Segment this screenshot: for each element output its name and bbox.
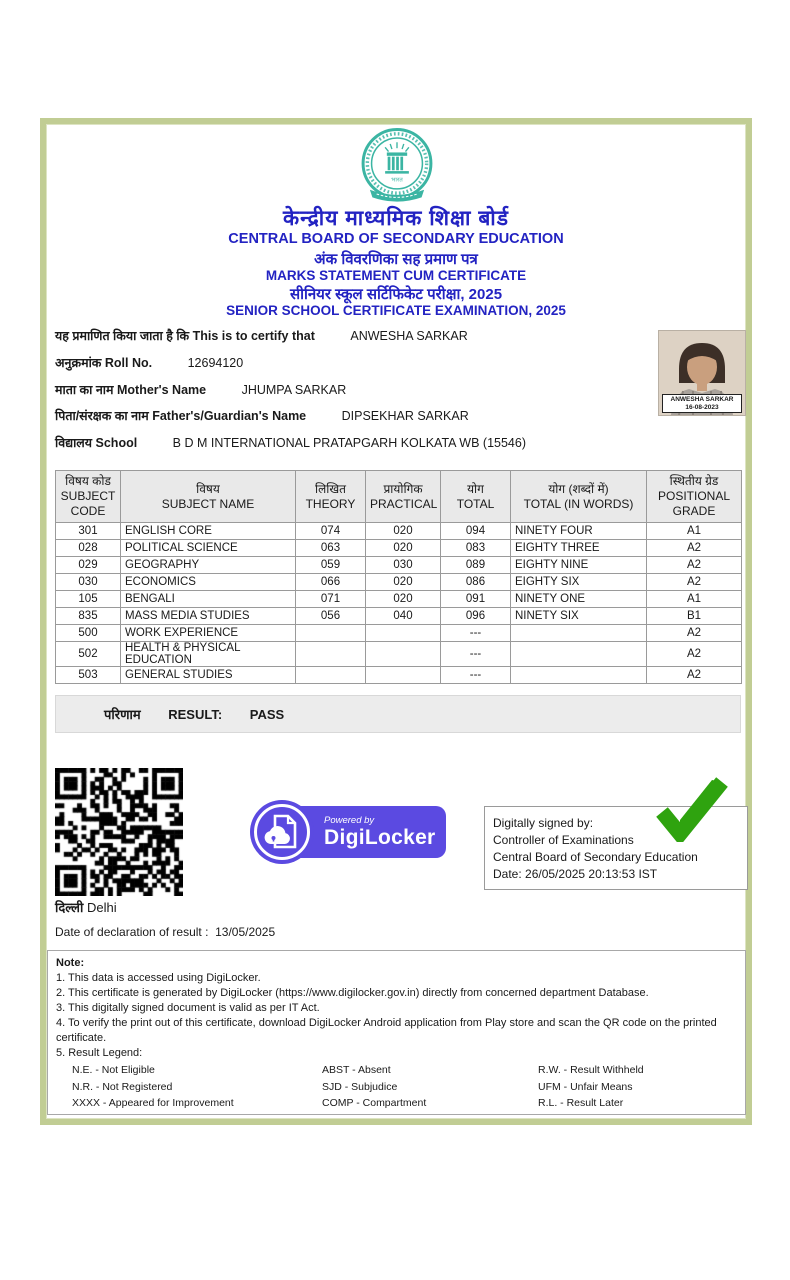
student-details	[55, 327, 645, 461]
cell-theory	[296, 642, 366, 667]
cell-words: NINETY SIX	[511, 608, 647, 625]
note-item-1: 1. This data is accessed using DigiLocker.	[56, 972, 261, 984]
exam-title-english: SENIOR SCHOOL CERTIFICATE EXAMINATION, 2025	[226, 303, 566, 318]
cell-total: ---	[441, 625, 511, 642]
cell-grade: A2	[647, 642, 742, 667]
cell-grade: A1	[647, 591, 742, 608]
result-label-en: RESULT:	[168, 707, 223, 722]
mother-label-hi: माता का नाम	[55, 382, 114, 397]
table-row	[56, 591, 742, 608]
cell-grade: A2	[647, 574, 742, 591]
cell-total: 096	[441, 608, 511, 625]
photo-caption-date: 16-08-2023	[685, 403, 719, 411]
cell-grade: A1	[647, 523, 742, 540]
cell-practical	[366, 667, 441, 684]
signature-line3: Central Board of Secondary Education	[493, 850, 698, 864]
roll-label-en: Roll No.	[104, 355, 153, 370]
cell-name: ENGLISH CORE	[121, 523, 296, 540]
father-line	[55, 407, 645, 434]
cell-total: ---	[441, 667, 511, 684]
table-row	[56, 523, 742, 540]
cell-name: POLITICAL SCIENCE	[121, 540, 296, 557]
certify-label-en: This is to certify that	[192, 329, 315, 343]
father-name: DIPSEKHAR SARKAR	[341, 409, 469, 424]
cell-code: 105	[56, 591, 121, 608]
cell-words	[511, 667, 647, 684]
result-strip	[55, 695, 741, 733]
cell-total: 086	[441, 574, 511, 591]
cell-practical: 020	[366, 523, 441, 540]
legend-item: R.L. - Result Later	[538, 1097, 624, 1109]
roll-number: 12694120	[187, 355, 244, 370]
father-label-hi: पिता/संरक्षक का नाम	[55, 409, 149, 424]
roll-label-hi: अनुक्रमांक	[55, 355, 102, 370]
table-row	[56, 557, 742, 574]
signature-line2: Controller of Examinations	[493, 833, 634, 847]
cbse-logo	[354, 127, 440, 205]
col-header-practical: प्रायोगिक PRACTICAL	[366, 471, 441, 523]
logo-motto-text: भारत	[391, 177, 403, 184]
photo-caption	[662, 394, 742, 413]
cell-name: GEOGRAPHY	[121, 557, 296, 574]
cell-grade: A2	[647, 625, 742, 642]
cell-total: ---	[441, 642, 511, 667]
school-label-en: School	[95, 436, 138, 451]
cell-words: NINETY FOUR	[511, 523, 647, 540]
place-line	[55, 898, 117, 916]
table-row	[56, 540, 742, 557]
cell-name: WORK EXPERIENCE	[121, 625, 296, 642]
table-row	[56, 642, 742, 667]
cell-code: 030	[56, 574, 121, 591]
table-row	[56, 574, 742, 591]
marks-table	[55, 470, 742, 684]
cell-code: 835	[56, 608, 121, 625]
mother-name: JHUMPA SARKAR	[241, 382, 347, 397]
green-check-icon	[652, 776, 730, 842]
place-en: Delhi	[86, 900, 117, 915]
digilocker-icon	[250, 800, 314, 864]
legend-item: UFM - Unfair Means	[538, 1080, 633, 1093]
digilocker-badge	[250, 800, 446, 864]
cell-words	[511, 625, 647, 642]
cell-words: EIGHTY SIX	[511, 574, 647, 591]
cell-practical: 040	[366, 608, 441, 625]
table-header-row	[56, 471, 742, 523]
cell-theory	[296, 667, 366, 684]
signature-date: Date: 26/05/2025 20:13:53 IST	[493, 867, 658, 881]
mother-line	[55, 381, 645, 408]
father-label-en: Father's/Guardian's Name	[152, 409, 307, 424]
cell-name: HEALTH & PHYSICAL EDUCATION	[121, 642, 296, 667]
col-header-subject-code: विषय कोड SUBJECT CODE	[56, 471, 121, 523]
col-header-total: योग TOTAL	[441, 471, 511, 523]
cell-code: 028	[56, 540, 121, 557]
cell-theory: 063	[296, 540, 366, 557]
doc-title-hindi: अंक विवरणिका सह प्रमाण पत्र	[314, 251, 478, 268]
legend-item: XXXX - Appeared for Improvement	[72, 1097, 234, 1109]
legend-item: SJD - Subjudice	[322, 1080, 398, 1093]
powered-by-label: Powered by	[324, 814, 375, 826]
cell-code: 502	[56, 642, 121, 667]
legend-item: ABST - Absent	[322, 1064, 391, 1076]
cell-practical	[366, 642, 441, 667]
cell-words: EIGHTY THREE	[511, 540, 647, 557]
photo-caption-name: ANWESHA SARKAR	[670, 396, 734, 403]
legend-item: N.E. - Not Eligible	[72, 1064, 155, 1076]
school-name: B D M INTERNATIONAL PRATAPGARH KOLKATA WB (15546)	[172, 436, 526, 451]
table-row	[56, 667, 742, 684]
cell-total: 091	[441, 591, 511, 608]
cell-total: 089	[441, 557, 511, 574]
cell-theory: 071	[296, 591, 366, 608]
cell-practical: 030	[366, 557, 441, 574]
note-item-3: 3. This digitally signed document is valid as per IT Act.	[56, 1002, 320, 1014]
note-box	[47, 950, 746, 1115]
certify-line	[55, 327, 645, 354]
cell-code: 029	[56, 557, 121, 574]
cell-name: GENERAL STUDIES	[121, 667, 296, 684]
declaration-date-line	[55, 925, 275, 939]
digilocker-label: DigiLocker	[324, 825, 436, 849]
board-name-hindi: केन्द्रीय माध्यमिक शिक्षा बोर्ड	[283, 207, 509, 230]
cell-total: 094	[441, 523, 511, 540]
cell-grade: A2	[647, 540, 742, 557]
cell-code: 301	[56, 523, 121, 540]
cell-theory: 056	[296, 608, 366, 625]
cloud-icon	[265, 826, 290, 844]
cell-name: BENGALI	[121, 591, 296, 608]
roll-line	[55, 354, 645, 381]
qr-code	[55, 768, 183, 896]
cell-code: 503	[56, 667, 121, 684]
legend-item: N.R. - Not Registered	[72, 1080, 173, 1093]
cell-code: 500	[56, 625, 121, 642]
cell-grade: A2	[647, 667, 742, 684]
table-row	[56, 608, 742, 625]
col-header-total-words: योग (शब्दों में) TOTAL (IN WORDS)	[511, 471, 647, 523]
cell-name: MASS MEDIA STUDIES	[121, 608, 296, 625]
school-label-hi: विद्यालय	[55, 436, 93, 451]
certificate-frame	[40, 118, 752, 1125]
place-hi: दिल्ली	[55, 900, 84, 915]
cell-theory	[296, 625, 366, 642]
legend-item: COMP - Compartment	[322, 1097, 427, 1109]
student-name: ANWESHA SARKAR	[350, 329, 468, 343]
note-item-4: 4. To verify the print out of this certificate, download DigiLocker Android application from Play store and scan the QR code on the printed certificate.	[56, 1017, 717, 1044]
exam-title-hindi: सीनियर स्कूल सर्टिफिकेट परीक्षा, 2025	[289, 286, 503, 303]
note-title: Note:	[56, 957, 85, 969]
note-item-5: 5. Result Legend:	[56, 1047, 143, 1059]
board-name-english: CENTRAL BOARD OF SECONDARY EDUCATION	[228, 231, 564, 247]
school-line	[55, 434, 645, 461]
cell-practical: 020	[366, 591, 441, 608]
result-legend	[72, 1063, 737, 1110]
declaration-label: Date of declaration of result :	[55, 925, 209, 939]
cell-grade: A2	[647, 557, 742, 574]
cell-words: NINETY ONE	[511, 591, 647, 608]
signature-line1: Digitally signed by:	[493, 816, 594, 830]
cell-words: EIGHTY NINE	[511, 557, 647, 574]
cell-practical: 020	[366, 540, 441, 557]
cell-grade: B1	[647, 608, 742, 625]
doc-title-english: MARKS STATEMENT CUM CERTIFICATE	[265, 268, 527, 283]
table-row	[56, 625, 742, 642]
cell-total: 083	[441, 540, 511, 557]
declaration-value: 13/05/2025	[215, 925, 276, 939]
col-header-theory: लिखित THEORY	[296, 471, 366, 523]
legend-item: R.W. - Result Withheld	[538, 1064, 644, 1076]
col-header-subject-name: विषय SUBJECT NAME	[121, 471, 296, 523]
result-label-hi: परिणाम	[104, 707, 141, 722]
cell-name: ECONOMICS	[121, 574, 296, 591]
certify-label-hi: यह प्रमाणित किया जाता है कि	[55, 329, 190, 343]
student-photo	[658, 330, 746, 416]
cell-theory: 059	[296, 557, 366, 574]
cell-practical	[366, 625, 441, 642]
col-header-positional-grade: स्थितीय ग्रेड POSITIONAL GRADE	[647, 471, 742, 523]
note-item-2: 2. This certificate is generated by DigiLocker (https://www.digilocker.gov.in) directly from concerned department Database.	[56, 987, 649, 999]
result-value: PASS	[249, 707, 285, 722]
cell-words	[511, 642, 647, 667]
cell-practical: 020	[366, 574, 441, 591]
mother-label-en: Mother's Name	[117, 382, 207, 397]
cell-theory: 074	[296, 523, 366, 540]
cell-theory: 066	[296, 574, 366, 591]
